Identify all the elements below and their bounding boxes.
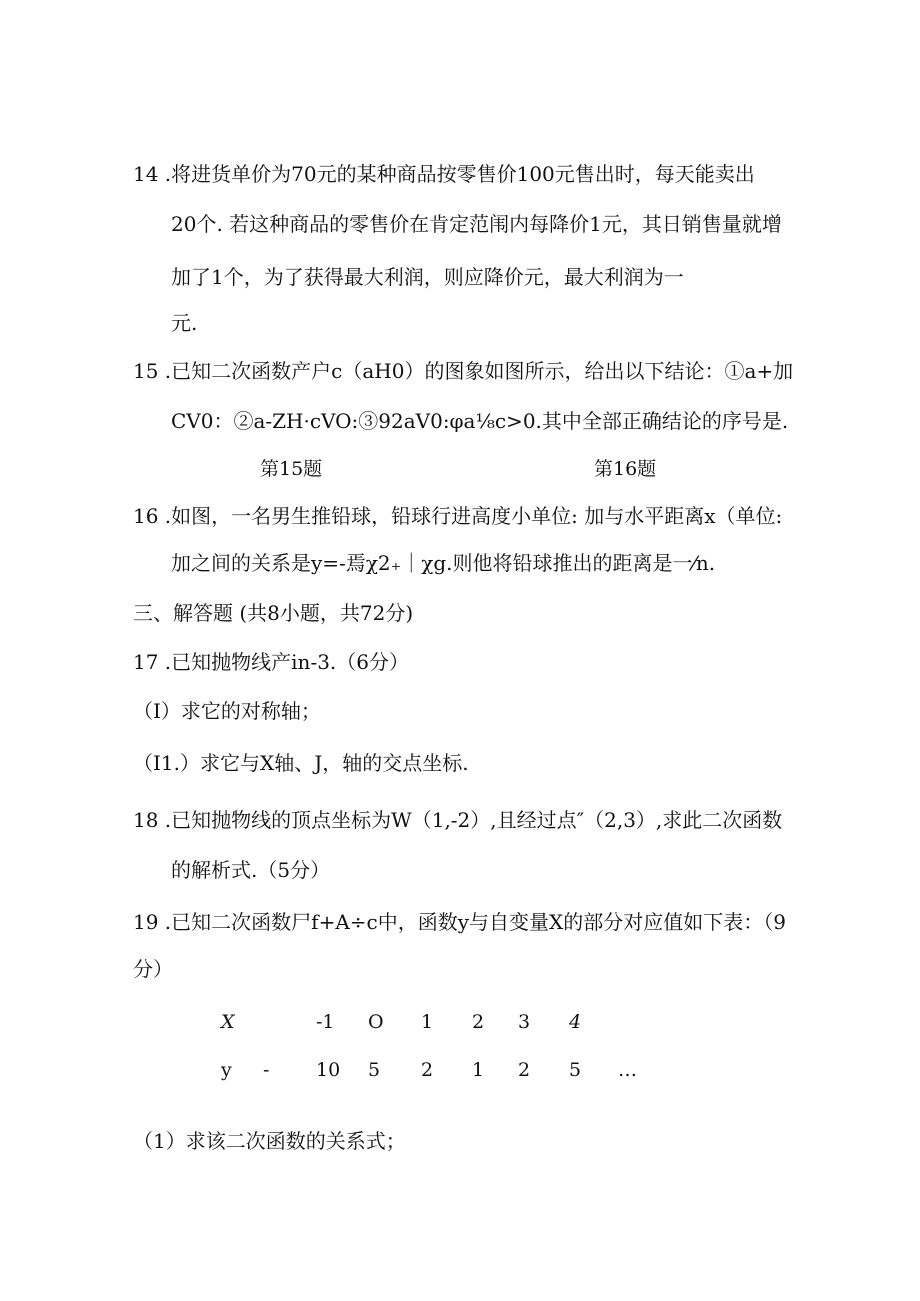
- table-x-cell: 1: [421, 1011, 434, 1033]
- q17-part-1: （I）求它的对称轴；: [133, 699, 321, 723]
- q14-line-2: 20个. 若这种商品的零售价在肯定范闱内每降价1元，其日销售量就增: [171, 212, 782, 236]
- figure-15-caption: 第15题: [260, 458, 323, 480]
- table-x-cell: -1: [316, 1011, 335, 1033]
- table-y-cell: -: [263, 1059, 270, 1081]
- q19-line-2: 分）: [133, 957, 173, 981]
- table-x-cell: 3: [518, 1011, 531, 1033]
- q19-line-1: 19 .已知二次函数尸f+A÷c中，函数y与自变量X的部分对应值如下表：（9: [133, 910, 786, 934]
- table-y-cell: …: [618, 1059, 637, 1081]
- figure-16-caption: 第16题: [594, 458, 657, 480]
- q18-line-1: 18 .已知抛物线的顶点坐标为W（1,-2）,且经过点″（2,3）,求此二次函数: [133, 808, 783, 832]
- table-y-label: y: [221, 1059, 232, 1081]
- table-x-cell: 4: [569, 1011, 582, 1033]
- q14-line-4: 元.: [171, 311, 198, 335]
- table-y-cell: 1: [472, 1059, 485, 1081]
- section-3-heading: 三、解答题 (共8小题，共72分): [133, 601, 414, 625]
- table-y-cell: 2: [518, 1059, 531, 1081]
- q18-line-2: 的解析式.（5分）: [171, 858, 331, 882]
- table-x-cell: O: [368, 1011, 384, 1033]
- table-y-cell: 10: [316, 1059, 341, 1081]
- q15-line-2: CV0：②a-ZH·cVO:③92aV0:φa¹⁄₈c>0.其中全部正确结论的序号是.: [171, 409, 789, 433]
- q15-line-1: 15 .已知二次函数产户c（aH0）的图象如图所示，给出以下结论：①a+加: [133, 359, 794, 383]
- table-y-cell: 5: [569, 1059, 582, 1081]
- table-y-cell: 2: [421, 1059, 434, 1081]
- q17-line-1: 17 .已知抛物线产in-3.（6分）: [133, 650, 410, 674]
- table-y-cell: 5: [368, 1059, 381, 1081]
- q16-line-2: 加之间的关系是y=-焉χ2₊｜χg.则他将铅球推出的距离是一⁄n.: [171, 551, 716, 575]
- q16-line-1: 16 .如图，一名男生推铅球，铅球行进高度小单位: 加与水平距离x（单位:: [133, 504, 783, 528]
- q17-part-2: （I1.）求它与X轴、J，轴的交点坐标.: [133, 751, 469, 775]
- table-x-label: X: [221, 1011, 235, 1033]
- q19-part-1: （1）求该二次函数的关系式；: [133, 1129, 406, 1153]
- table-x-cell: 2: [472, 1011, 485, 1033]
- q14-line-3: 加了1个，为了获得最大利润，则应降价元，最大利润为一: [171, 265, 684, 289]
- q14-line-1: 14 .将进货单价为70元的某种商品按零售价100元售出时，每天能卖出: [133, 162, 755, 186]
